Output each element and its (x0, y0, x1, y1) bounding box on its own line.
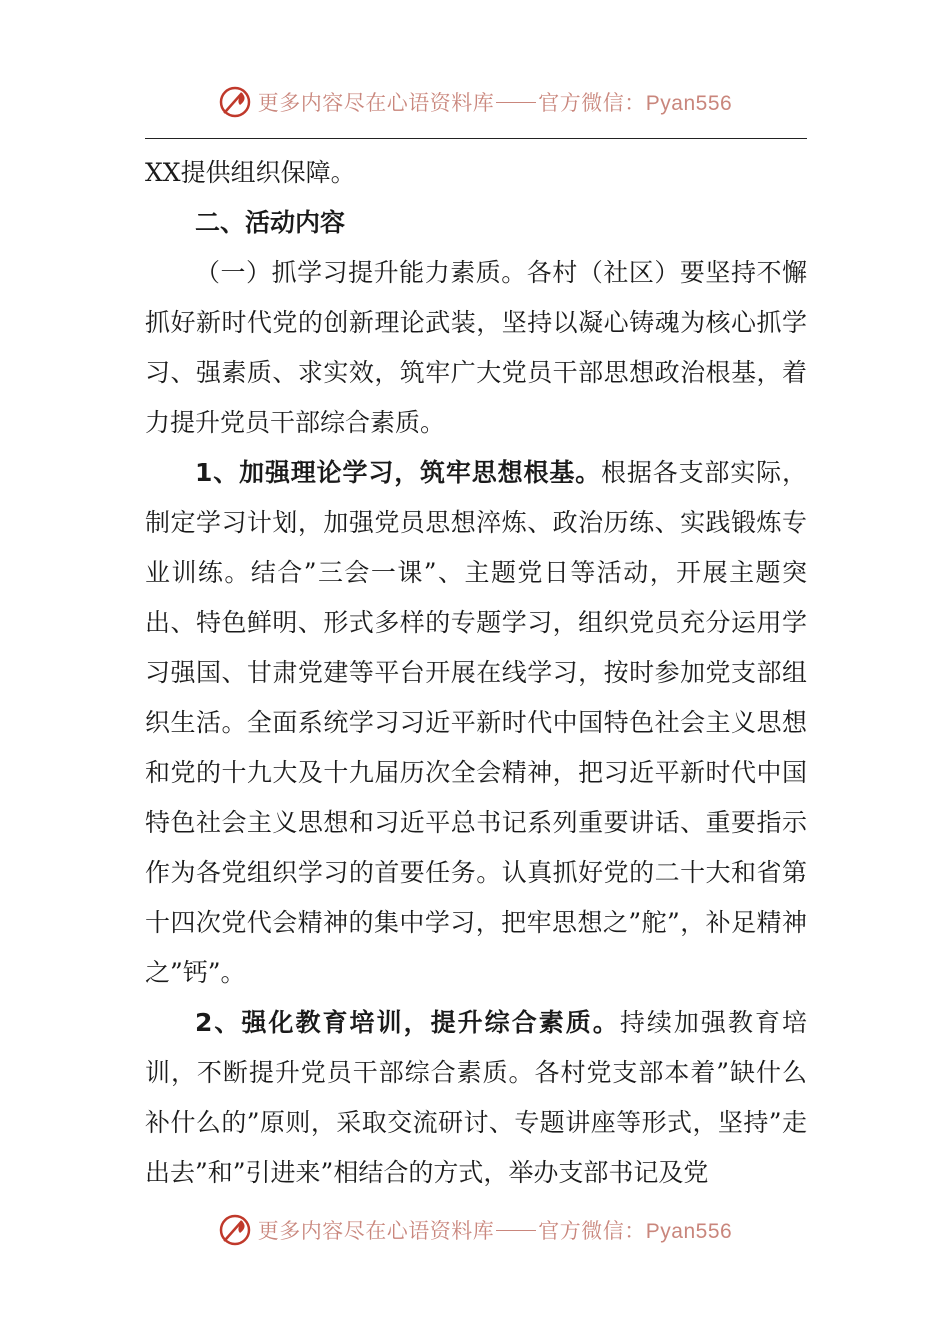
banner-wechat-label: 官方微信： (538, 1219, 646, 1243)
header-banner (0, 82, 950, 122)
footer-banner (0, 1210, 950, 1250)
banner-text (258, 87, 732, 117)
quill-logo-icon (218, 1213, 252, 1247)
continuation-line: XX提供组织保障。 (145, 158, 356, 187)
paragraph-1: （一）抓学习提升能力素质。各村（社区）要坚持不懈抓好新时代党的创新理论武装，坚持以凝心铸魂为核心抓学习、强素质、求实效，筑牢广大党员干部思想政治根基，着力提升党员干部综合素质。 (145, 258, 807, 437)
banner-library-name: 更多内容尽在心语资料库 (257, 91, 495, 115)
banner-wechat-id: Pyan556 (645, 92, 733, 115)
banner-separator (496, 102, 536, 103)
banner-text (258, 1215, 732, 1245)
item-2-title: 2、强化教育培训，提升综合素质。 (195, 1008, 620, 1037)
banner-wechat-label: 官方微信： (538, 91, 646, 115)
item-1-text: 根据各支部实际，制定学习计划，加强党员思想淬炼、政治历练、实践锻炼专业训练。结合”三会一课”、主题党日等活动，开展主题突出、特色鲜明、形式多样的专题学习，组织党员充分运用学习强国、甘肃党建等平台开展在线学习，按时参加党支部组织生活。全面系统学习习近平新时代中国特色社会主义思想和党的十九大及十九届历次全会精神，把习近平新时代中国特色社会主义思想和习近平总书记系列重要讲话、重要指示作为各党组织学习的首要任务。认真抓好党的二十大和省第十四次党代会精神的集中学习，把牢思想之”舵”，补足精神之”钙”。 (145, 458, 807, 987)
banner-separator (496, 1230, 536, 1231)
section-heading: 二、活动内容 (195, 208, 346, 237)
item-2-text: 持续加强教育培训，不断提升党员干部综合素质。各村党支部本着”缺什么补什么的”原则，采取交流研讨、专题讲座等形式，坚持”走出去”和”引进来”相结合的方式，举办支部书记及党 (145, 1008, 807, 1187)
item-2 (145, 998, 807, 1198)
document-body (145, 148, 807, 1198)
banner-wechat-id: Pyan556 (645, 1220, 733, 1243)
item-1-title: 1、加强理论学习，筑牢思想根基。 (195, 458, 602, 487)
header-rule (145, 138, 807, 139)
item-1 (145, 448, 807, 998)
banner-library-name: 更多内容尽在心语资料库 (257, 1219, 495, 1243)
quill-logo-icon (218, 85, 252, 119)
